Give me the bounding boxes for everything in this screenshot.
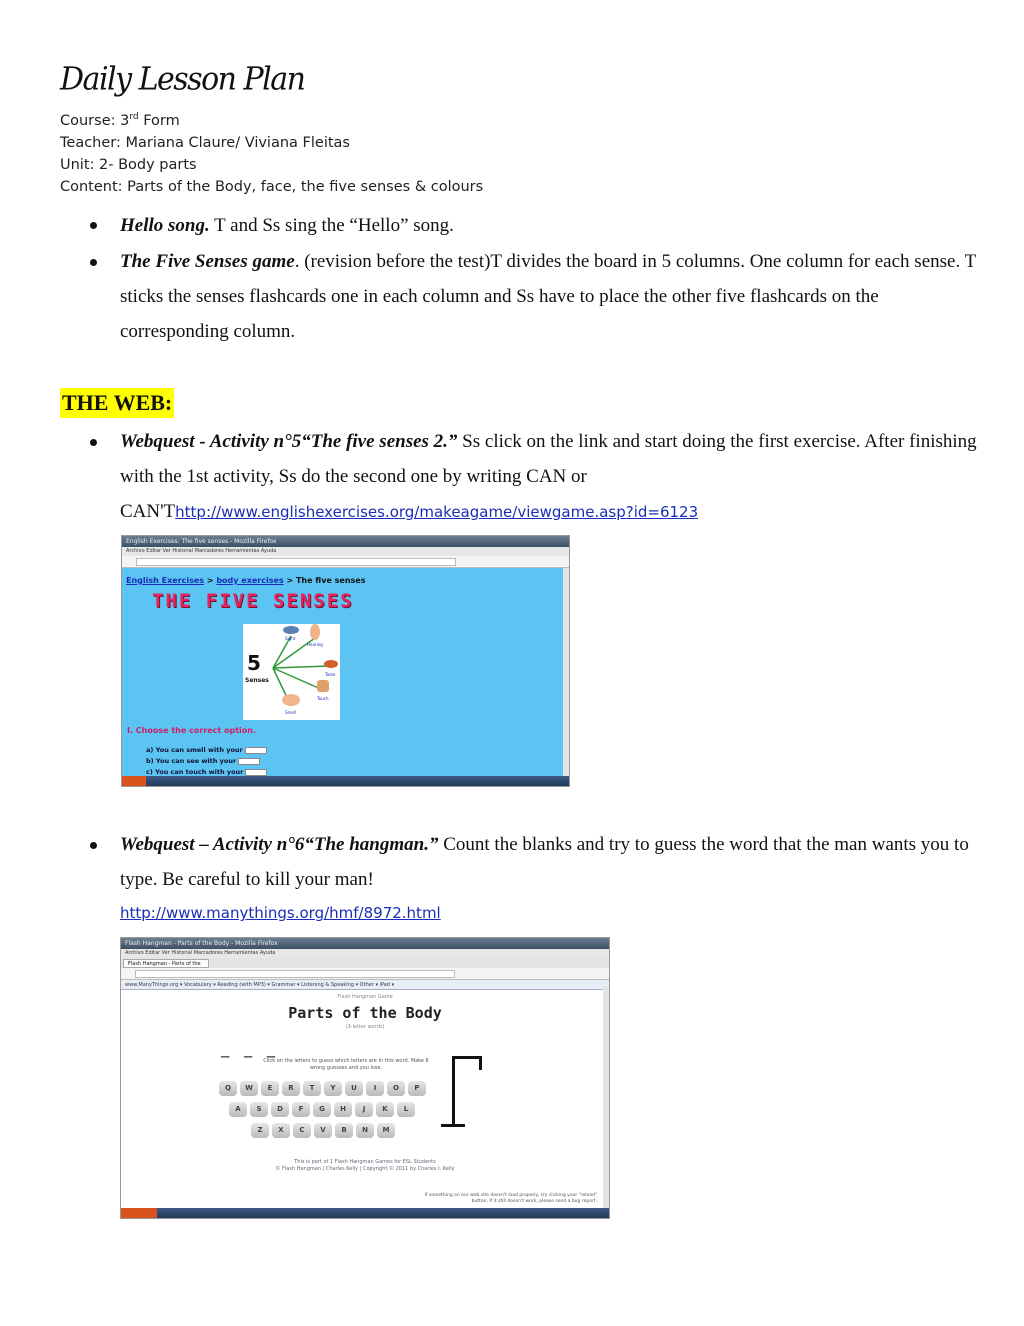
activity-five-senses-game: The Five Senses game. (revision before the test)T divides the board in 5 columns. One column for each sense. T sticks the senses flashcards one in each column and Ss have to place the other five flashcards on the corresponding column. [120, 251, 976, 342]
bullet-icon [90, 842, 97, 849]
senses-diagram [243, 624, 340, 720]
letter-key[interactable]: G [313, 1102, 331, 1117]
game-title: Parts of the Body [288, 1004, 442, 1022]
exercise-instruction: I. Choose the correct option. [127, 726, 256, 735]
site-navbar: www.ManyThings.org ▾ Vocabulary ▾ Reading (with MP3) ▾ Grammar ▾ Listening & Speaking ▾ Other ▾ iPad ▾ [121, 980, 609, 990]
game-footer: This is part of 1 Flash Hangman Games for ESL Students © Flash Hangman | Charles Kelly | Copyright © 2011 by Charles I. Kelly [275, 1159, 455, 1172]
five-senses-screenshot [121, 535, 570, 787]
center-label: Senses [245, 677, 269, 684]
sense-label: Touch [317, 696, 329, 701]
lesson-meta [60, 106, 483, 198]
five-senses-link[interactable]: http://www.englishexercises.org/makeagame/viewgame.asp?id=6123 [175, 503, 699, 521]
nose-icon [282, 694, 300, 706]
senses-diagram-svg [243, 624, 340, 720]
hangman-link[interactable]: http://www.manythings.org/hmf/8972.html [120, 904, 441, 922]
course-line: Course: 3rd Form [60, 112, 180, 129]
ear-icon [310, 624, 320, 640]
content-line: Content: Parts of the Body, face, the five senses & colours [60, 179, 484, 195]
hangman-screenshot [120, 937, 610, 1219]
letter-key[interactable]: U [345, 1081, 363, 1096]
letter-key[interactable]: S [250, 1102, 268, 1117]
game-instructions: Click on the letters to guess which letters are in this word. Make 6 wrong guesses and you lose. [263, 1058, 429, 1071]
activity-hello-song: Hello song. T and Ss sing the “Hello” song. [120, 215, 454, 236]
letter-key[interactable]: Z [251, 1123, 269, 1138]
letter-key[interactable]: P [408, 1081, 426, 1096]
word-count: (3-letter words) [345, 1024, 385, 1030]
keyboard-row-3 [251, 1123, 395, 1138]
scrollbar[interactable] [563, 568, 569, 778]
letter-key[interactable]: M [377, 1123, 395, 1138]
lips-icon [324, 660, 338, 668]
browser-urlbar [121, 968, 609, 980]
letter-key[interactable]: N [356, 1123, 374, 1138]
web-section-heading: THE WEB: [60, 388, 174, 418]
hand-icon [317, 680, 329, 692]
browser-tab[interactable]: Flash Hangman - Parts of the [123, 959, 209, 968]
sense-label: Hearing [307, 642, 323, 647]
breadcrumb: English Exercises > body exercises > The five senses [126, 576, 366, 585]
reload-note: If something on our web site doesn't load properly, try clicking your "reload" button. If it still doesn't work, please send a bug report. [424, 1193, 597, 1204]
exercise-question: a) You can smell with your [146, 746, 267, 754]
center-number: 5 [247, 651, 261, 675]
url-input [135, 970, 455, 978]
answer-select[interactable] [245, 747, 267, 754]
answer-select[interactable] [238, 758, 260, 765]
browser-urlbar [122, 556, 569, 568]
letter-key[interactable]: A [229, 1102, 247, 1117]
bullet-icon [90, 439, 97, 446]
lesson-plan-title: Daily Lesson Plan [60, 61, 305, 98]
exercise-question: c) You can touch with your [146, 768, 267, 776]
exercise-question: b) You can see with your [146, 757, 260, 765]
window-titlebar: English Exercises: The five senses - Mozilla Firefox [122, 536, 569, 547]
letter-key[interactable]: L [397, 1102, 415, 1117]
letter-key[interactable]: D [271, 1102, 289, 1117]
letter-key[interactable]: W [240, 1081, 258, 1096]
sense-label: Taste [325, 672, 336, 677]
letter-key[interactable]: J [355, 1102, 373, 1117]
keyboard-row-2 [229, 1102, 415, 1117]
sense-label: Sight [285, 636, 296, 641]
eye-icon [283, 626, 299, 634]
url-input [136, 558, 456, 566]
teacher-line: Teacher: Mariana Claure/ Viviana Fleitas [60, 135, 350, 151]
start-button[interactable] [121, 1208, 157, 1218]
keyboard-row-1 [219, 1081, 426, 1096]
five-senses-banner: THE FIVE SENSES [152, 590, 354, 612]
letter-key[interactable]: T [303, 1081, 321, 1096]
answer-select[interactable] [245, 769, 267, 776]
letter-key[interactable]: B [335, 1123, 353, 1138]
letter-key[interactable]: H [334, 1102, 352, 1117]
word-blanks: _ _ _ [221, 1042, 279, 1058]
start-button[interactable] [122, 776, 146, 786]
scrollbar[interactable] [603, 986, 609, 1208]
letter-key[interactable]: K [376, 1102, 394, 1117]
webquest-five-senses: Webquest - Activity n°5“The five senses 2.” Ss click on the link and start doing the first exercise. After finishing with the 1st activity, Ss do the second one by writing CAN or CAN'Thttp://www.englishexercises.org/makeagame/viewgame.asp?id=6123 [120, 431, 977, 522]
browser-menubar: Archivo Editar Ver Historial Marcadores Herramientas Ayuda [121, 949, 609, 958]
letter-key[interactable]: E [261, 1081, 279, 1096]
letter-key[interactable]: Y [324, 1081, 342, 1096]
letter-key[interactable]: C [293, 1123, 311, 1138]
letter-key[interactable]: R [282, 1081, 300, 1096]
letter-key[interactable]: O [387, 1081, 405, 1096]
webquest-hangman: Webquest – Activity n°6“The hangman.” Count the blanks and try to guess the word that the man wants you to type. Be careful to kill your man! [120, 834, 969, 890]
letter-key[interactable]: V [314, 1123, 332, 1138]
os-taskbar [122, 776, 569, 786]
sense-label: Smell [285, 710, 297, 715]
browser-menubar: Archivo Editar Ver Historial Marcadores Herramientas Ayuda [122, 547, 569, 556]
bullet-icon [90, 259, 97, 266]
letter-key[interactable]: Q [219, 1081, 237, 1096]
unit-line: Unit: 2- Body parts [60, 157, 197, 173]
game-subtitle: Flash Hangman Game [337, 994, 393, 1000]
window-titlebar: Flash Hangman - Parts of the Body - Mozilla Firefox [121, 938, 609, 949]
browser-tabbar [121, 958, 609, 968]
letter-key[interactable]: I [366, 1081, 384, 1096]
letter-key[interactable]: X [272, 1123, 290, 1138]
letter-key[interactable]: F [292, 1102, 310, 1117]
bullet-icon [90, 222, 97, 229]
os-taskbar [121, 1208, 609, 1218]
